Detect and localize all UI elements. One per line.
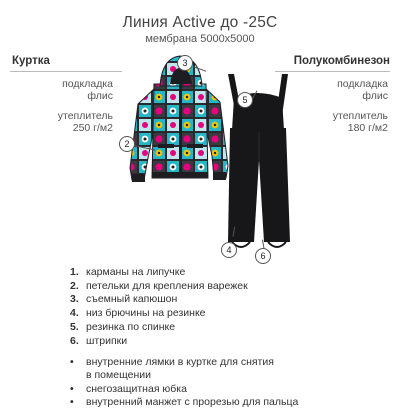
feature-number: 4. <box>70 307 79 320</box>
extras-list <box>70 356 395 410</box>
overalls-lining-value: флис <box>362 90 388 102</box>
feature-item <box>70 307 390 321</box>
marker-2: 2 <box>119 136 135 152</box>
feature-text: карманы на липучке <box>86 266 186 278</box>
bullet: • <box>70 396 74 409</box>
extra-text: в помещении <box>86 369 151 382</box>
extra-text: снегозащитная юбка <box>86 382 187 395</box>
marker-4: 4 <box>221 242 237 258</box>
overalls-insulation-value: 180 г/м2 <box>347 122 388 134</box>
extra-item <box>70 396 395 409</box>
extra-text: внутренние лямки в куртке для снятия <box>86 356 274 368</box>
feature-item <box>70 266 390 280</box>
features-list <box>70 266 390 348</box>
feature-item <box>70 293 390 307</box>
bullet: • <box>70 382 74 395</box>
feature-number: 6. <box>70 334 79 347</box>
overalls-insulation-label: утеплитель <box>332 110 388 122</box>
overalls-heading: Полукомбинезон <box>293 55 390 67</box>
feature-number: 5. <box>70 320 79 333</box>
marker-5: 5 <box>237 92 253 108</box>
feature-text: съемный капюшон <box>86 293 178 306</box>
marker-3: 3 <box>177 55 193 71</box>
overalls-lining-label: подкладка <box>337 78 388 90</box>
feature-text: штрипки <box>86 334 128 347</box>
extra-text: внутренний манжет с прорезью для пальца <box>86 396 299 409</box>
jacket-heading: Куртка <box>12 55 50 67</box>
marker-6: 6 <box>255 248 271 264</box>
feature-number: 2. <box>70 279 79 292</box>
extra-item <box>70 383 395 396</box>
feature-number: 1. <box>70 266 79 278</box>
jacket-insulation-label: утеплитель <box>57 110 113 122</box>
jacket-lining-label: подкладка <box>62 78 113 90</box>
feature-text: низ брючины на резинке <box>86 307 206 320</box>
jacket-divider <box>10 71 122 72</box>
jacket-lining-value: флис <box>87 90 113 102</box>
product-illustration <box>110 48 310 268</box>
page-title: Линия Active до -25С <box>122 14 278 31</box>
page-subtitle: мембрана 5000х5000 <box>145 33 255 45</box>
extra-item <box>70 356 395 383</box>
jacket-image <box>130 56 228 182</box>
bullet: • <box>70 356 74 368</box>
feature-text: резинка по спинке <box>86 320 176 333</box>
feature-item <box>70 321 390 335</box>
feature-number: 3. <box>70 293 79 306</box>
feature-text: петельки для крепления варежек <box>86 279 248 292</box>
feature-item <box>70 335 390 349</box>
jacket-insulation-value: 250 г/м2 <box>72 122 113 134</box>
feature-item <box>70 280 390 294</box>
